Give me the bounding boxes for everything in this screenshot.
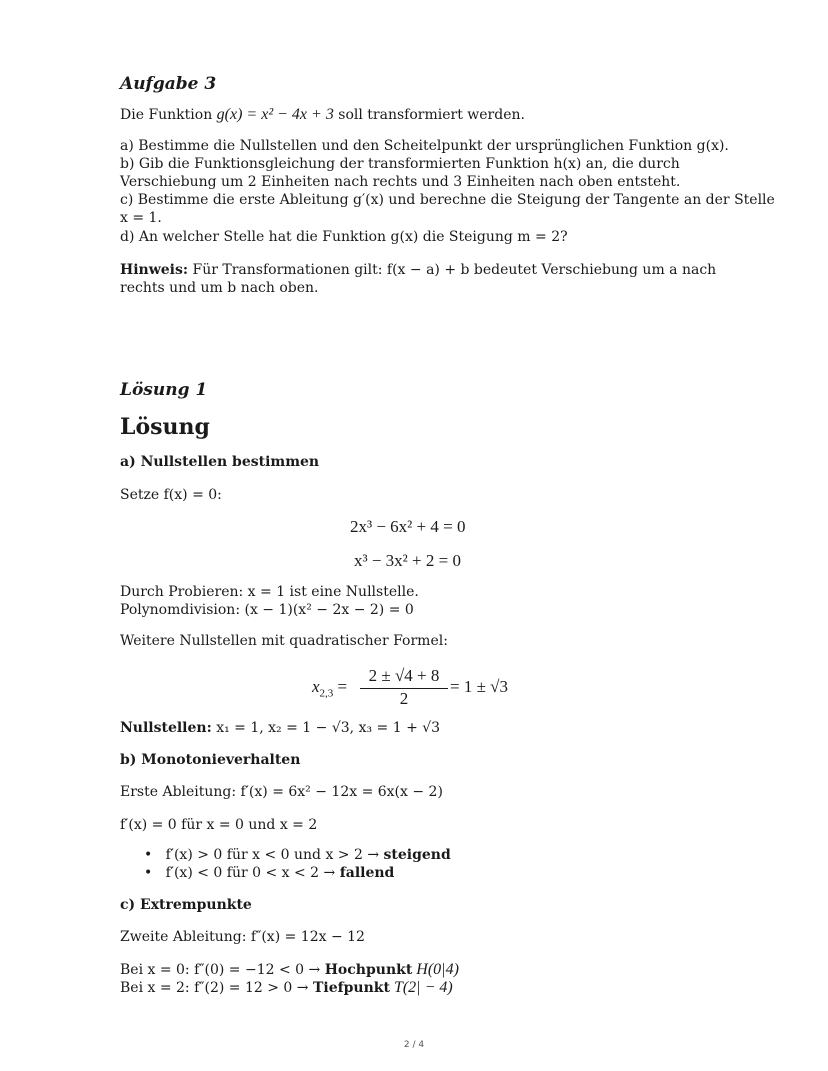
task-part-a: a) Bestimme die Nullstellen und den Scheitelpunkt der ursprünglichen Funktion g(x). bbox=[120, 138, 729, 154]
task-intro: Die Funktion g(x) = x² − 4x + 3 soll transformiert werden. bbox=[120, 106, 525, 123]
task-hint-line2: rechts und um b nach oben. bbox=[120, 280, 319, 296]
section-a-heading: a) Nullstellen bestimmen bbox=[120, 454, 320, 470]
section-c-heading: c) Extrempunkte bbox=[120, 897, 252, 913]
extremum-max: Bei x = 0: f″(0) = −12 < 0 → Hochpunkt H(0|4) bbox=[120, 961, 459, 978]
polynomial-division: Polynomdivision: (x − 1)(x² − 2x − 2) = 0 bbox=[120, 602, 414, 618]
formula-rhs: = 1 ± √3 bbox=[450, 677, 508, 696]
roots-line: Nullstellen: x₁ = 1, x₂ = 1 − √3, x₃ = 1 + √3 bbox=[120, 720, 441, 736]
task-part-b-line1: b) Gib die Funktionsgleichung der transformierten Funktion h(x) an, die durch bbox=[120, 156, 680, 172]
formula-denominator: 2 bbox=[399, 689, 409, 708]
page-number: 2 / 4 bbox=[403, 1040, 425, 1050]
formula-numerator: 2 ± √4 + 8 bbox=[368, 666, 440, 685]
set-line: Setze f(x) = 0: bbox=[120, 487, 222, 503]
second-derivative: Zweite Ableitung: f″(x) = 12x − 12 bbox=[120, 929, 365, 945]
document-page: Aufgabe 3 Die Funktion g(x) = x² − 4x + 3 soll transformiert werden. a) Bestimme die Nullstellen und den Scheitelpunkt der ursprünglichen Funktion g(x). b) Gib die Funktionsgleichung der transformierten Funktion h(x) an, die durch Verschiebung um 2 Einheiten nach rechts und 3 Einheiten nach oben entsteht. c) Bestimme die erste Ableitung g′(x) und berechne die Steigung der Tangente an der Stelle x = 1. d) An welcher Stelle hat die Funktion g(x) die Steigung m = 2? Hinweis: Für Transformationen gilt: f(x − a) + b bedeutet Verschiebung um a nach rechts und um b nach oben. Lösung 1 Lösung a) Nullstellen bestimmen Setze f(x) = 0: 2x³ − 6x² + 4 = 0 x³ − 3x² + 2 = 0 Durch Probieren: x = 1 ist eine Nullstelle. Polynomdivision: (x − 1)(x² − 2x − 2) = 0 Weitere Nullstellen mit quadratischer Formel: $x_{2,3}$ = 2 ± √4 + 8 2 = 1 ± √3 Nullstellen: x₁ = 1, x₂ = 1 − √3, x₃ = 1 + √3 b) Monotonieverhalten Erste Ableitung: f′(x) = 6x² − 12x = 6x(x − 2) f′(x) = 0 für x = 0 und x = 2 • f′(x) > 0 für x < 0 und x > 2 → steigend • f′(x) < 0 für 0 < x < 2 → fallend c) Extrempunkte Zweite Ableitung: f″(x) = 12x − 12 Bei x = 0: f″(0) = −12 < 0 → Hochpunkt H(0|4) Bei x = 2: f″(2) = 12 > 0 → Tiefpunkt T(2| − 4) 2 / 4 bbox=[0, 0, 828, 1071]
task-part-b-line2: Verschiebung um 2 Einheiten nach rechts und 3 Einheiten nach oben entsteht. bbox=[120, 174, 681, 190]
task-part-d: d) An welcher Stelle hat die Funktion g(x) die Steigung m = 2? bbox=[120, 229, 568, 245]
task-hint-line1: Hinweis: Für Transformationen gilt: f(x − a) + b bedeutet Verschiebung um a nach bbox=[120, 262, 717, 278]
section-b-heading: b) Monotonieverhalten bbox=[120, 752, 301, 768]
extremum-min: Bei x = 2: f″(2) = 12 > 0 → Tiefpunkt T(2| − 4) bbox=[120, 979, 453, 996]
derivative-zero: f′(x) = 0 für x = 0 und x = 2 bbox=[120, 817, 318, 833]
list-item: • f′(x) > 0 für x < 0 und x > 2 → steigend bbox=[144, 847, 451, 863]
task-heading: Aufgabe 3 bbox=[120, 74, 217, 94]
first-derivative: Erste Ableitung: f′(x) = 6x² − 12x = 6x(x − 2) bbox=[120, 784, 443, 800]
solution-subheading: Lösung 1 bbox=[120, 380, 208, 400]
equation-2: x³ − 3x² + 2 = 0 bbox=[354, 551, 461, 570]
further-roots-line: Weitere Nullstellen mit quadratischer Formel: bbox=[120, 633, 448, 649]
task-part-c-line1: c) Bestimme die erste Ableitung g′(x) und berechne die Steigung der Tangente an der Stelle bbox=[120, 192, 775, 208]
task-part-c-line2: x = 1. bbox=[120, 210, 162, 226]
equation-1: 2x³ − 6x² + 4 = 0 bbox=[350, 517, 466, 536]
solution-title: Lösung bbox=[120, 414, 210, 440]
probe-line: Durch Probieren: x = 1 ist eine Nullstelle. bbox=[120, 584, 419, 600]
list-item: • f′(x) < 0 für 0 < x < 2 → fallend bbox=[144, 865, 395, 881]
